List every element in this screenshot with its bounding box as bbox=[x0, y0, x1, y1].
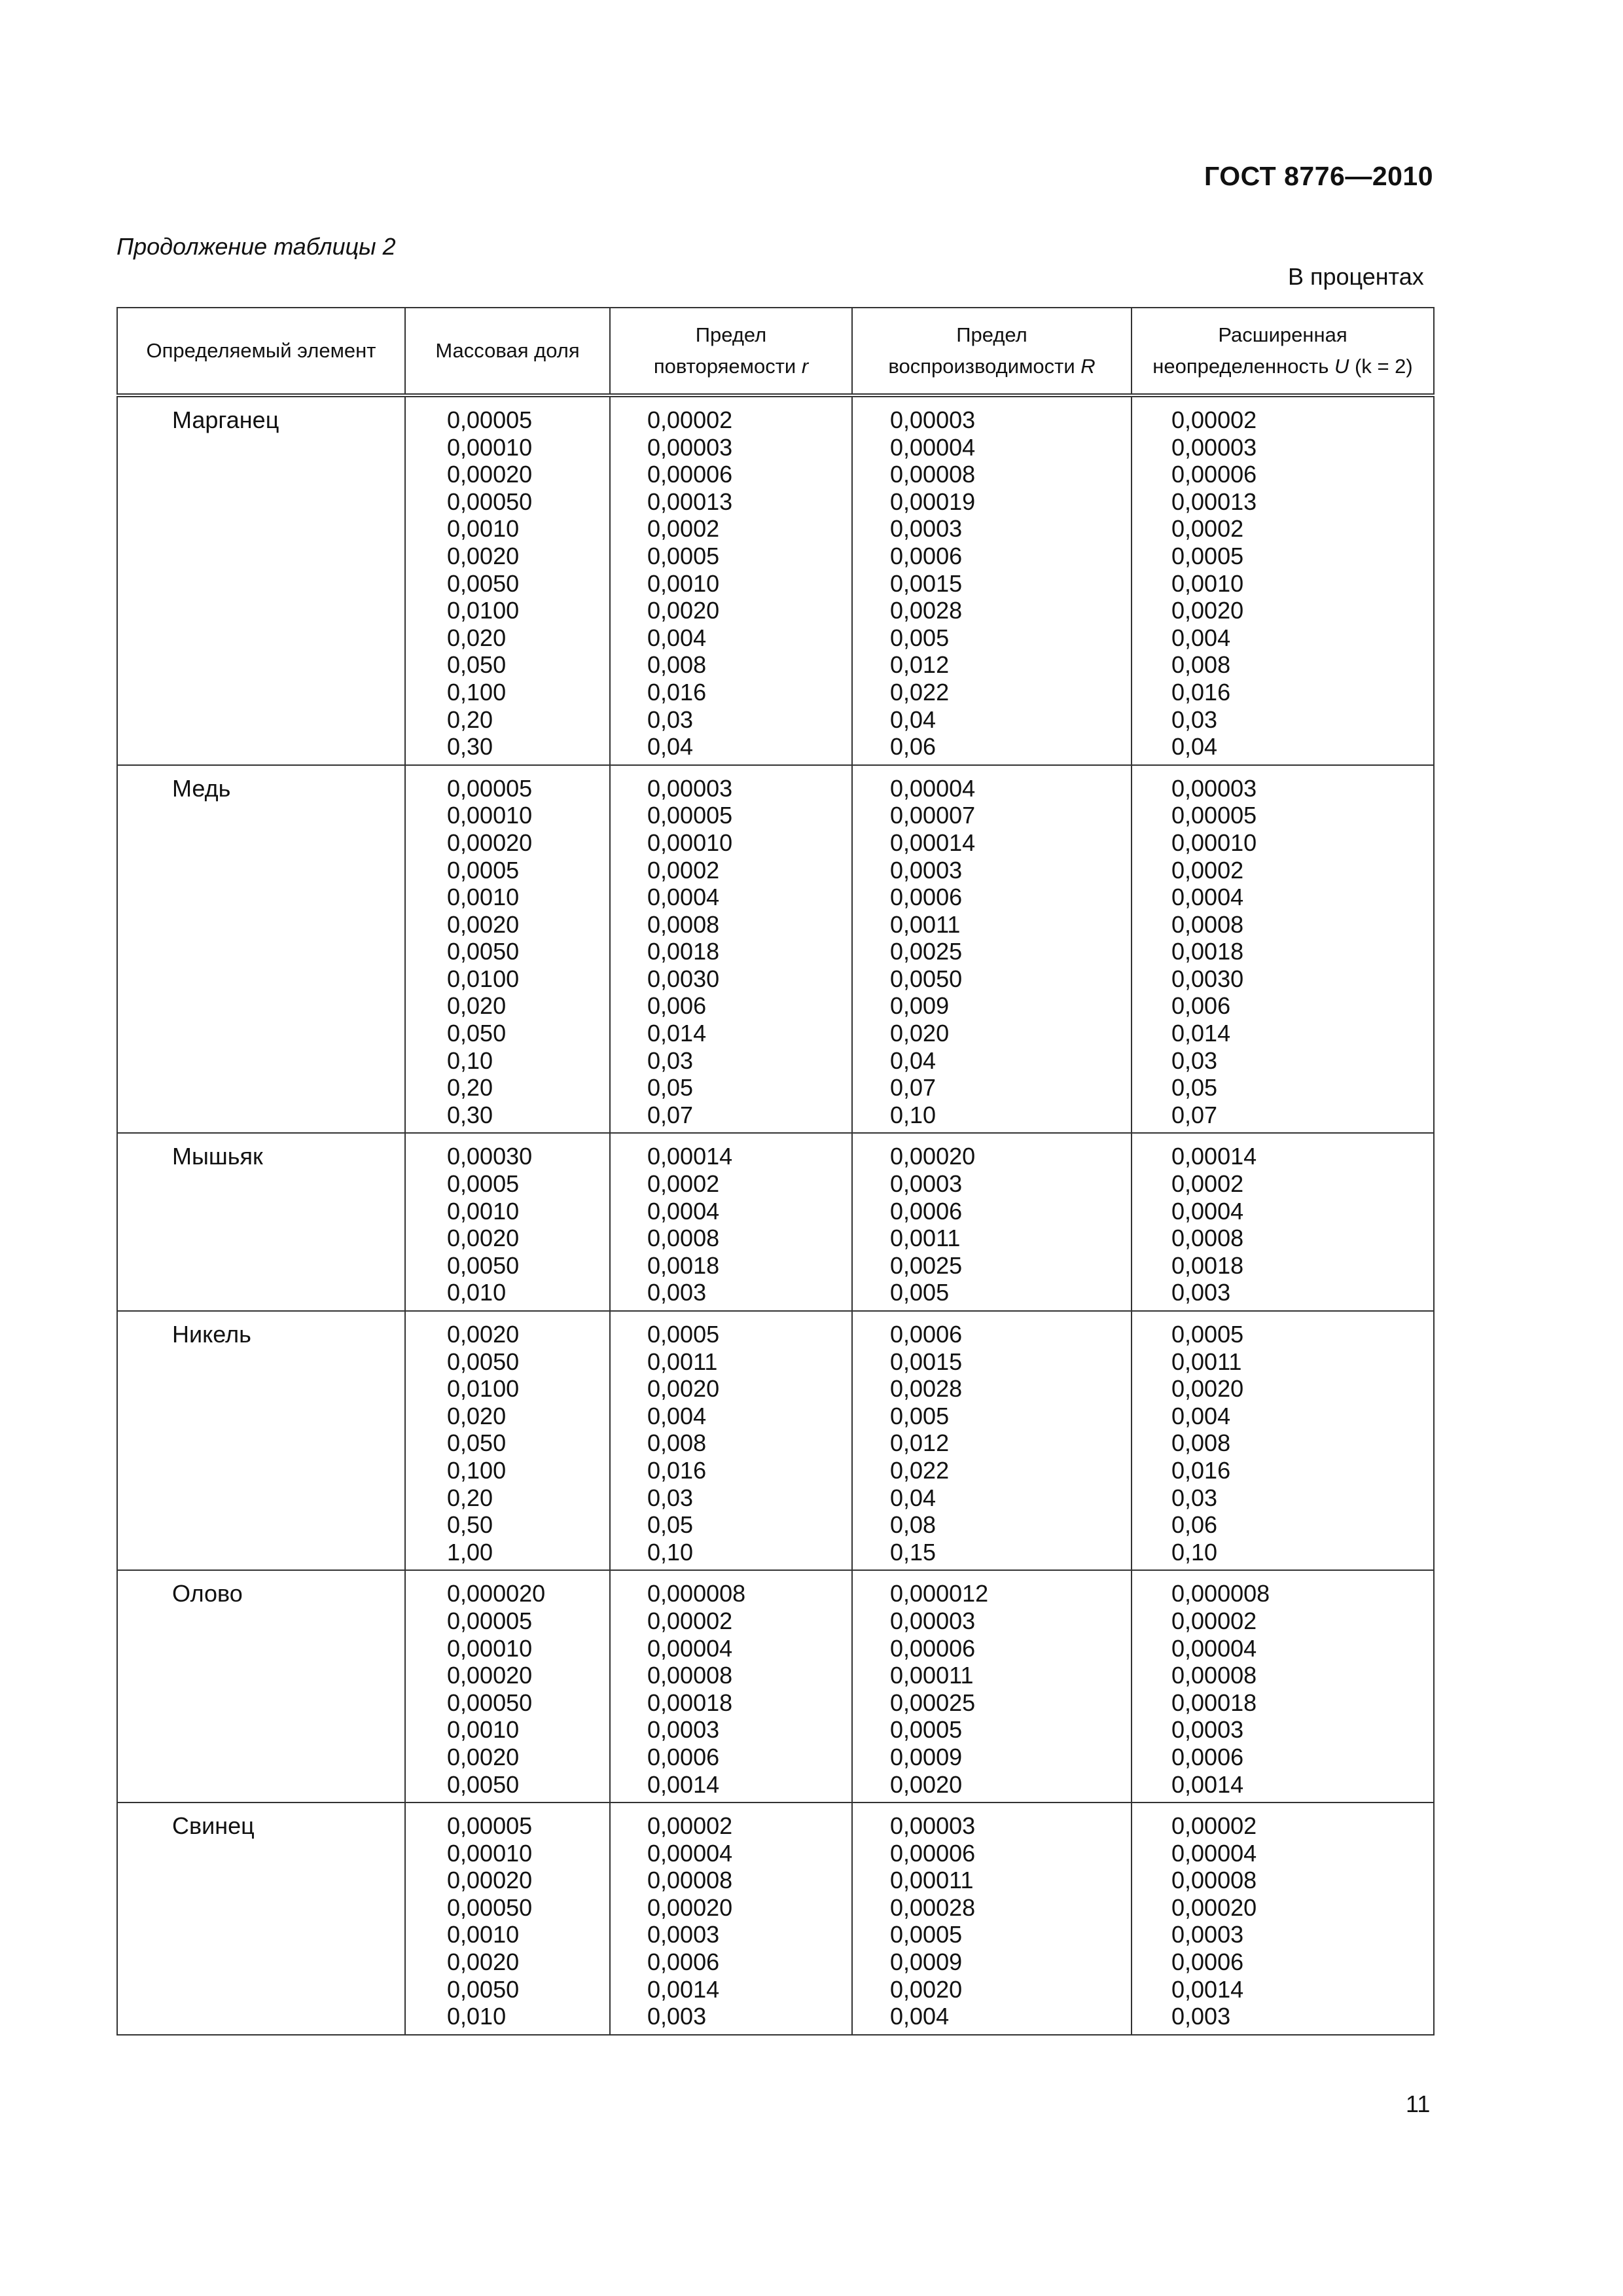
uncertainty-value: 0,0003 bbox=[1171, 1716, 1244, 1744]
uncertainty-value: 0,00014 bbox=[1171, 1143, 1257, 1170]
repeatability-value: 0,00006 bbox=[647, 461, 733, 488]
reproducibility-value: 0,00003 bbox=[890, 1607, 976, 1634]
repeatability-cell bbox=[610, 395, 852, 765]
mass-fraction-value: 0,10 bbox=[447, 1047, 493, 1074]
mass-fraction-value: 0,00010 bbox=[447, 1634, 533, 1662]
repeatability-value: 0,006 bbox=[647, 992, 707, 1020]
table-row bbox=[117, 1570, 1434, 1803]
repeatability-value: 0,0005 bbox=[647, 542, 720, 569]
uncertainty-value: 0,07 bbox=[1171, 1101, 1218, 1128]
uncertainty-cell bbox=[1132, 1803, 1434, 2035]
reproducibility-value: 0,005 bbox=[890, 1402, 950, 1429]
repeatability-value: 0,003 bbox=[647, 1279, 707, 1306]
repeatability-value: 0,0006 bbox=[647, 1948, 720, 1976]
reproducibility-value: 0,0011 bbox=[890, 910, 961, 938]
mass-fraction-value: 0,00050 bbox=[447, 488, 533, 515]
reproducibility-value: 0,0015 bbox=[890, 569, 963, 597]
mass-fraction-value: 0,20 bbox=[447, 1074, 493, 1102]
repeatability-line1: Предел bbox=[695, 323, 767, 346]
page-number: 11 bbox=[1406, 2090, 1431, 2117]
mass-fraction-value: 0,0050 bbox=[447, 1348, 520, 1375]
table-continuation-caption: Продолжение таблицы 2 bbox=[116, 233, 396, 260]
uncertainty-value: 0,00002 bbox=[1171, 406, 1257, 433]
uncertainty-cell bbox=[1132, 1311, 1434, 1570]
uncertainty-coverage-factor: (k = 2) bbox=[1355, 355, 1413, 378]
reproducibility-value: 0,012 bbox=[890, 651, 950, 679]
repeatability-value: 0,003 bbox=[647, 2003, 707, 2030]
reproducibility-value: 0,0020 bbox=[890, 1975, 963, 2003]
uncertainty-value: 0,0004 bbox=[1171, 1197, 1244, 1225]
mass-fraction-value: 0,00020 bbox=[447, 461, 533, 488]
mass-fraction-cell bbox=[405, 1803, 610, 2035]
repeatability-value: 0,0014 bbox=[647, 1975, 720, 2003]
uncertainty-value: 0,003 bbox=[1171, 1279, 1231, 1306]
repeatability-value: 0,0006 bbox=[647, 1743, 720, 1770]
mass-fraction-value: 0,00050 bbox=[447, 1689, 533, 1716]
mass-fraction-value: 0,0005 bbox=[447, 856, 520, 884]
mass-fraction-value: 0,00005 bbox=[447, 1607, 533, 1634]
uncertainty-value: 0,0020 bbox=[1171, 1375, 1244, 1403]
reproducibility-value: 0,00006 bbox=[890, 1839, 976, 1867]
uncertainty-value: 0,0006 bbox=[1171, 1743, 1244, 1770]
repeatability-cell bbox=[610, 1133, 852, 1311]
element-name-cell bbox=[117, 1311, 405, 1570]
reproducibility-symbol: R bbox=[1080, 355, 1096, 378]
reproducibility-value: 0,00003 bbox=[890, 406, 976, 433]
reproducibility-value: 0,0006 bbox=[890, 1197, 963, 1225]
mass-fraction-value: 0,00010 bbox=[447, 433, 533, 461]
repeatability-value: 0,014 bbox=[647, 1020, 707, 1047]
uncertainty-value: 0,00003 bbox=[1171, 774, 1257, 802]
repeatability-value: 0,00020 bbox=[647, 1893, 733, 1921]
uncertainty-value: 0,004 bbox=[1171, 624, 1231, 651]
mass-fraction-value: 0,0050 bbox=[447, 1251, 520, 1279]
uncertainty-value: 0,0018 bbox=[1171, 938, 1244, 965]
uncertainty-line2: неопределенность bbox=[1152, 355, 1329, 378]
uncertainty-value: 0,00008 bbox=[1171, 1662, 1257, 1689]
uncertainty-value: 0,016 bbox=[1171, 1456, 1231, 1484]
mass-fraction-value: 0,0010 bbox=[447, 884, 520, 911]
table-row bbox=[117, 1311, 1434, 1570]
unit-note: В процентах bbox=[1288, 263, 1424, 290]
uncertainty-value: 0,016 bbox=[1171, 678, 1231, 706]
element-name-cell bbox=[117, 1133, 405, 1311]
mass-fraction-value: 0,20 bbox=[447, 706, 493, 733]
uncertainty-value: 0,00002 bbox=[1171, 1812, 1257, 1840]
element-name-cell bbox=[117, 395, 405, 765]
uncertainty-value: 0,0020 bbox=[1171, 597, 1244, 624]
reproducibility-value: 0,00006 bbox=[890, 1634, 976, 1662]
mass-fraction-value: 0,0010 bbox=[447, 1921, 520, 1948]
uncertainty-value: 0,008 bbox=[1171, 1429, 1231, 1457]
reproducibility-value: 0,0003 bbox=[890, 1170, 963, 1198]
mass-fraction-value: 1,00 bbox=[447, 1538, 493, 1566]
reproducibility-value: 0,0003 bbox=[890, 515, 963, 543]
uncertainty-value: 0,10 bbox=[1171, 1538, 1218, 1566]
mass-fraction-value: 0,00020 bbox=[447, 829, 533, 856]
mass-fraction-value: 0,0020 bbox=[447, 1948, 520, 1976]
uncertainty-value: 0,0002 bbox=[1171, 515, 1244, 543]
uncertainty-value: 0,006 bbox=[1171, 992, 1231, 1020]
repeatability-value: 0,0018 bbox=[647, 1251, 720, 1279]
mass-fraction-value: 0,50 bbox=[447, 1511, 493, 1539]
uncertainty-cell bbox=[1132, 1570, 1434, 1803]
repeatability-value: 0,03 bbox=[647, 1047, 694, 1074]
reproducibility-value: 0,022 bbox=[890, 678, 950, 706]
reproducibility-value: 0,00011 bbox=[890, 1662, 974, 1689]
reproducibility-line1: Предел bbox=[956, 323, 1027, 346]
mass-fraction-value: 0,00010 bbox=[447, 802, 533, 829]
reproducibility-value: 0,00011 bbox=[890, 1867, 974, 1894]
repeatability-value: 0,0020 bbox=[647, 1375, 720, 1403]
uncertainty-value: 0,0018 bbox=[1171, 1251, 1244, 1279]
repeatability-value: 0,05 bbox=[647, 1511, 694, 1539]
reproducibility-cell bbox=[852, 1311, 1132, 1570]
repeatability-value: 0,00013 bbox=[647, 488, 733, 515]
mass-fraction-value: 0,010 bbox=[447, 1279, 507, 1306]
mass-fraction-value: 0,00010 bbox=[447, 1839, 533, 1867]
reproducibility-value: 0,0028 bbox=[890, 597, 963, 624]
uncertainty-value: 0,0002 bbox=[1171, 1170, 1244, 1198]
uncertainty-symbol: U bbox=[1334, 355, 1349, 378]
mass-fraction-value: 0,00005 bbox=[447, 1812, 533, 1840]
mass-fraction-value: 0,050 bbox=[447, 651, 507, 679]
reproducibility-value: 0,0009 bbox=[890, 1948, 963, 1976]
repeatability-value: 0,008 bbox=[647, 1429, 707, 1457]
reproducibility-value: 0,00003 bbox=[890, 1812, 976, 1840]
repeatability-value: 0,07 bbox=[647, 1101, 694, 1128]
mass-fraction-value: 0,0020 bbox=[447, 1225, 520, 1252]
repeatability-value: 0,04 bbox=[647, 733, 694, 761]
uncertainty-value: 0,004 bbox=[1171, 1402, 1231, 1429]
repeatability-value: 0,00004 bbox=[647, 1839, 733, 1867]
col-header-reproducibility bbox=[852, 308, 1132, 395]
mass-fraction-value: 0,00005 bbox=[447, 406, 533, 433]
mass-fraction-value: 0,100 bbox=[447, 1456, 507, 1484]
mass-fraction-value: 0,0020 bbox=[447, 1321, 520, 1348]
mass-fraction-value: 0,0050 bbox=[447, 1770, 520, 1798]
mass-fraction-value: 0,0100 bbox=[447, 1375, 520, 1403]
uncertainty-value: 0,00002 bbox=[1171, 1607, 1257, 1634]
repeatability-cell bbox=[610, 1803, 852, 2035]
uncertainty-value: 0,008 bbox=[1171, 651, 1231, 679]
uncertainty-value: 0,00018 bbox=[1171, 1689, 1257, 1716]
reproducibility-line2: воспроизводимости bbox=[888, 355, 1075, 378]
uncertainty-value: 0,0010 bbox=[1171, 569, 1244, 597]
reproducibility-value: 0,04 bbox=[890, 1047, 936, 1074]
mass-fraction-value: 0,050 bbox=[447, 1020, 507, 1047]
repeatability-value: 0,000008 bbox=[647, 1580, 746, 1607]
repeatability-value: 0,0011 bbox=[647, 1348, 718, 1375]
repeatability-value: 0,0002 bbox=[647, 1170, 720, 1198]
mass-fraction-value: 0,000020 bbox=[447, 1580, 546, 1607]
repeatability-value: 0,0004 bbox=[647, 884, 720, 911]
reproducibility-value: 0,005 bbox=[890, 624, 950, 651]
uncertainty-value: 0,00010 bbox=[1171, 829, 1257, 856]
mass-fraction-value: 0,00005 bbox=[447, 774, 533, 802]
repeatability-value: 0,008 bbox=[647, 651, 707, 679]
repeatability-value: 0,004 bbox=[647, 624, 707, 651]
element-name: Медь bbox=[172, 774, 231, 802]
uncertainty-value: 0,000008 bbox=[1171, 1580, 1270, 1607]
reproducibility-value: 0,0003 bbox=[890, 856, 963, 884]
uncertainty-value: 0,00008 bbox=[1171, 1867, 1257, 1894]
reproducibility-value: 0,0006 bbox=[890, 884, 963, 911]
reproducibility-value: 0,0050 bbox=[890, 965, 963, 992]
table-row bbox=[117, 765, 1434, 1134]
repeatability-cell bbox=[610, 1311, 852, 1570]
repeatability-value: 0,00008 bbox=[647, 1662, 733, 1689]
measurement-table bbox=[116, 307, 1435, 2036]
reproducibility-value: 0,005 bbox=[890, 1279, 950, 1306]
uncertainty-value: 0,0005 bbox=[1171, 542, 1244, 569]
repeatability-value: 0,03 bbox=[647, 1484, 694, 1511]
reproducibility-value: 0,00004 bbox=[890, 774, 976, 802]
mass-fraction-value: 0,020 bbox=[447, 1402, 507, 1429]
col-header-repeatability bbox=[610, 308, 852, 395]
uncertainty-value: 0,014 bbox=[1171, 1020, 1231, 1047]
reproducibility-cell bbox=[852, 765, 1132, 1134]
reproducibility-value: 0,10 bbox=[890, 1101, 936, 1128]
uncertainty-value: 0,0003 bbox=[1171, 1921, 1244, 1948]
repeatability-value: 0,016 bbox=[647, 678, 707, 706]
reproducibility-value: 0,00008 bbox=[890, 461, 976, 488]
reproducibility-value: 0,0005 bbox=[890, 1716, 963, 1744]
mass-fraction-value: 0,20 bbox=[447, 1484, 493, 1511]
uncertainty-value: 0,00004 bbox=[1171, 1634, 1257, 1662]
reproducibility-value: 0,04 bbox=[890, 1484, 936, 1511]
mass-fraction-value: 0,0005 bbox=[447, 1170, 520, 1198]
reproducibility-value: 0,0028 bbox=[890, 1375, 963, 1403]
reproducibility-cell bbox=[852, 1803, 1132, 2035]
reproducibility-value: 0,04 bbox=[890, 706, 936, 733]
reproducibility-value: 0,00025 bbox=[890, 1689, 976, 1716]
repeatability-value: 0,0008 bbox=[647, 910, 720, 938]
uncertainty-value: 0,06 bbox=[1171, 1511, 1218, 1539]
repeatability-value: 0,00010 bbox=[647, 829, 733, 856]
uncertainty-value: 0,0030 bbox=[1171, 965, 1244, 992]
reproducibility-value: 0,0025 bbox=[890, 938, 963, 965]
mass-fraction-value: 0,010 bbox=[447, 2003, 507, 2030]
element-name-cell bbox=[117, 1570, 405, 1803]
repeatability-symbol: r bbox=[801, 355, 809, 378]
mass-fraction-value: 0,0010 bbox=[447, 1197, 520, 1225]
mass-fraction-value: 0,30 bbox=[447, 1101, 493, 1128]
uncertainty-value: 0,00006 bbox=[1171, 461, 1257, 488]
mass-fraction-cell bbox=[405, 1570, 610, 1803]
reproducibility-value: 0,0009 bbox=[890, 1743, 963, 1770]
standard-code: ГОСТ 8776—2010 bbox=[1204, 161, 1434, 191]
repeatability-value: 0,10 bbox=[647, 1538, 694, 1566]
uncertainty-value: 0,0002 bbox=[1171, 856, 1244, 884]
uncertainty-value: 0,0006 bbox=[1171, 1948, 1244, 1976]
uncertainty-cell bbox=[1132, 765, 1434, 1134]
uncertainty-value: 0,03 bbox=[1171, 1484, 1218, 1511]
mass-fraction-value: 0,0050 bbox=[447, 569, 520, 597]
uncertainty-value: 0,0014 bbox=[1171, 1770, 1244, 1798]
repeatability-value: 0,0010 bbox=[647, 569, 720, 597]
uncertainty-value: 0,00013 bbox=[1171, 488, 1257, 515]
reproducibility-value: 0,0025 bbox=[890, 1251, 963, 1279]
reproducibility-value: 0,022 bbox=[890, 1456, 950, 1484]
col-header-uncertainty bbox=[1132, 308, 1434, 395]
repeatability-value: 0,0005 bbox=[647, 1321, 720, 1348]
table-row bbox=[117, 1803, 1434, 2035]
reproducibility-value: 0,0020 bbox=[890, 1770, 963, 1798]
mass-fraction-value: 0,0050 bbox=[447, 1975, 520, 2003]
reproducibility-value: 0,00019 bbox=[890, 488, 976, 515]
uncertainty-value: 0,00004 bbox=[1171, 1839, 1257, 1867]
mass-fraction-value: 0,100 bbox=[447, 678, 507, 706]
reproducibility-cell bbox=[852, 1570, 1132, 1803]
reproducibility-cell bbox=[852, 1133, 1132, 1311]
table-row bbox=[117, 1133, 1434, 1311]
element-name: Свинец bbox=[172, 1812, 255, 1840]
reproducibility-cell bbox=[852, 395, 1132, 765]
repeatability-value: 0,0002 bbox=[647, 856, 720, 884]
repeatability-value: 0,00002 bbox=[647, 406, 733, 433]
mass-fraction-cell bbox=[405, 1133, 610, 1311]
reproducibility-value: 0,004 bbox=[890, 2003, 950, 2030]
uncertainty-cell bbox=[1132, 395, 1434, 765]
repeatability-value: 0,00004 bbox=[647, 1634, 733, 1662]
reproducibility-value: 0,08 bbox=[890, 1511, 936, 1539]
reproducibility-value: 0,0006 bbox=[890, 1321, 963, 1348]
reproducibility-value: 0,00014 bbox=[890, 829, 976, 856]
repeatability-value: 0,0020 bbox=[647, 597, 720, 624]
uncertainty-value: 0,00020 bbox=[1171, 1893, 1257, 1921]
repeatability-value: 0,05 bbox=[647, 1074, 694, 1102]
mass-fraction-value: 0,020 bbox=[447, 624, 507, 651]
reproducibility-value: 0,00020 bbox=[890, 1143, 976, 1170]
repeatability-value: 0,0008 bbox=[647, 1225, 720, 1252]
repeatability-cell bbox=[610, 1570, 852, 1803]
mass-fraction-value: 0,0100 bbox=[447, 597, 520, 624]
uncertainty-value: 0,00003 bbox=[1171, 433, 1257, 461]
reproducibility-value: 0,020 bbox=[890, 1020, 950, 1047]
uncertainty-value: 0,00005 bbox=[1171, 802, 1257, 829]
mass-fraction-value: 0,0020 bbox=[447, 910, 520, 938]
mass-fraction-cell bbox=[405, 1311, 610, 1570]
reproducibility-value: 0,0015 bbox=[890, 1348, 963, 1375]
repeatability-value: 0,00003 bbox=[647, 774, 733, 802]
reproducibility-value: 0,06 bbox=[890, 733, 936, 761]
mass-fraction-value: 0,00020 bbox=[447, 1867, 533, 1894]
mass-fraction-value: 0,0050 bbox=[447, 938, 520, 965]
element-name: Марганец bbox=[172, 406, 279, 433]
repeatability-value: 0,00002 bbox=[647, 1607, 733, 1634]
element-name: Никель bbox=[172, 1321, 251, 1348]
mass-fraction-cell bbox=[405, 395, 610, 765]
reproducibility-value: 0,0006 bbox=[890, 542, 963, 569]
mass-fraction-value: 0,0020 bbox=[447, 1743, 520, 1770]
mass-fraction-value: 0,0010 bbox=[447, 515, 520, 543]
reproducibility-value: 0,00028 bbox=[890, 1893, 976, 1921]
mass-fraction-value: 0,0100 bbox=[447, 965, 520, 992]
reproducibility-value: 0,009 bbox=[890, 992, 950, 1020]
repeatability-value: 0,0018 bbox=[647, 938, 720, 965]
repeatability-line2: повторяемости bbox=[653, 355, 796, 378]
mass-fraction-value: 0,00050 bbox=[447, 1893, 533, 1921]
element-name-cell bbox=[117, 765, 405, 1134]
table-row bbox=[117, 395, 1434, 765]
repeatability-value: 0,0030 bbox=[647, 965, 720, 992]
uncertainty-value: 0,03 bbox=[1171, 706, 1218, 733]
uncertainty-value: 0,05 bbox=[1171, 1074, 1218, 1102]
repeatability-value: 0,004 bbox=[647, 1402, 707, 1429]
repeatability-value: 0,00005 bbox=[647, 802, 733, 829]
repeatability-value: 0,0014 bbox=[647, 1770, 720, 1798]
reproducibility-value: 0,00007 bbox=[890, 802, 976, 829]
mass-fraction-value: 0,00030 bbox=[447, 1143, 533, 1170]
uncertainty-line1: Расширенная bbox=[1218, 323, 1347, 346]
reproducibility-value: 0,0005 bbox=[890, 1921, 963, 1948]
mass-fraction-value: 0,30 bbox=[447, 733, 493, 761]
col-header-element: Определяемый элемент bbox=[117, 308, 405, 395]
reproducibility-value: 0,012 bbox=[890, 1429, 950, 1457]
repeatability-value: 0,00018 bbox=[647, 1689, 733, 1716]
repeatability-value: 0,0002 bbox=[647, 515, 720, 543]
repeatability-value: 0,00003 bbox=[647, 433, 733, 461]
mass-fraction-value: 0,050 bbox=[447, 1429, 507, 1457]
mass-fraction-value: 0,00020 bbox=[447, 1662, 533, 1689]
repeatability-value: 0,0003 bbox=[647, 1716, 720, 1744]
reproducibility-value: 0,15 bbox=[890, 1538, 936, 1566]
uncertainty-value: 0,0004 bbox=[1171, 884, 1244, 911]
repeatability-value: 0,00008 bbox=[647, 1867, 733, 1894]
repeatability-cell bbox=[610, 765, 852, 1134]
mass-fraction-value: 0,0020 bbox=[447, 542, 520, 569]
element-name-cell bbox=[117, 1803, 405, 2035]
repeatability-value: 0,00014 bbox=[647, 1143, 733, 1170]
reproducibility-value: 0,07 bbox=[890, 1074, 936, 1102]
reproducibility-value: 0,00004 bbox=[890, 433, 976, 461]
repeatability-value: 0,0003 bbox=[647, 1921, 720, 1948]
repeatability-value: 0,0004 bbox=[647, 1197, 720, 1225]
uncertainty-value: 0,0011 bbox=[1171, 1348, 1242, 1375]
mass-fraction-value: 0,020 bbox=[447, 992, 507, 1020]
element-name: Олово bbox=[172, 1580, 243, 1607]
mass-fraction-value: 0,0010 bbox=[447, 1716, 520, 1744]
mass-fraction-cell bbox=[405, 765, 610, 1134]
reproducibility-value: 0,000012 bbox=[890, 1580, 989, 1607]
uncertainty-value: 0,0014 bbox=[1171, 1975, 1244, 2003]
uncertainty-value: 0,0005 bbox=[1171, 1321, 1244, 1348]
col-header-mass-fraction: Массовая доля bbox=[405, 308, 610, 395]
reproducibility-value: 0,0011 bbox=[890, 1225, 961, 1252]
table-header-row bbox=[117, 308, 1434, 395]
uncertainty-value: 0,03 bbox=[1171, 1047, 1218, 1074]
uncertainty-value: 0,003 bbox=[1171, 2003, 1231, 2030]
repeatability-value: 0,016 bbox=[647, 1456, 707, 1484]
uncertainty-cell bbox=[1132, 1133, 1434, 1311]
repeatability-value: 0,00002 bbox=[647, 1812, 733, 1840]
uncertainty-value: 0,04 bbox=[1171, 733, 1218, 761]
uncertainty-value: 0,0008 bbox=[1171, 1225, 1244, 1252]
uncertainty-value: 0,0008 bbox=[1171, 910, 1244, 938]
repeatability-value: 0,03 bbox=[647, 706, 694, 733]
element-name: Мышьяк bbox=[172, 1143, 263, 1170]
